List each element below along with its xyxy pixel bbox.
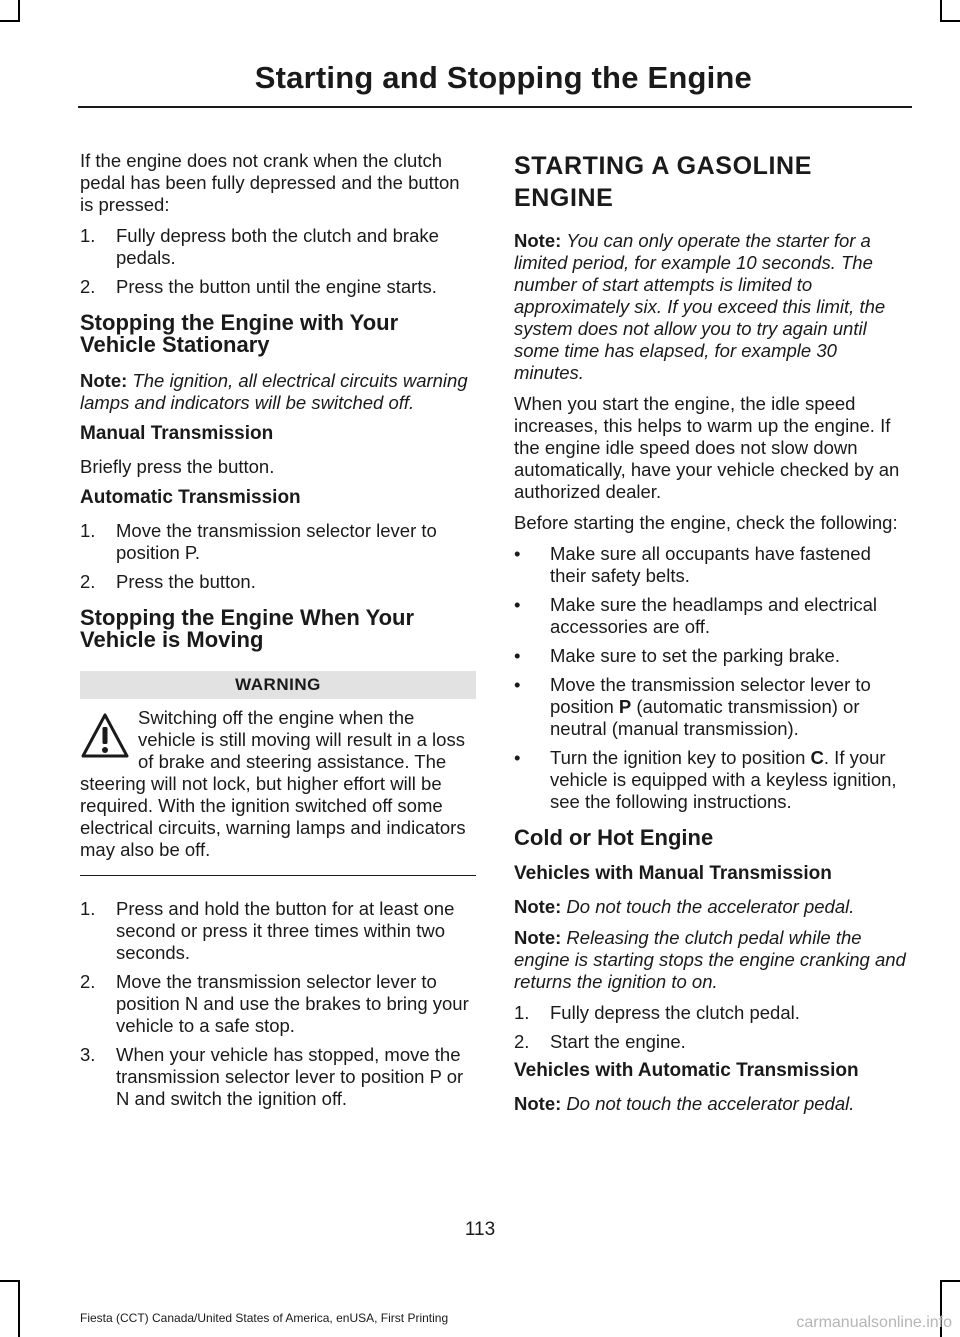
- list-item: [80, 971, 476, 1037]
- subsection-heading: Automatic Transmission: [80, 487, 301, 508]
- step-text: Press the button.: [116, 571, 256, 592]
- crop-mark: [940, 20, 960, 22]
- main-heading-line: ENGINE: [514, 184, 614, 212]
- warning-rule: [80, 875, 476, 876]
- item-text: Turn the ignition key to position: [550, 747, 811, 768]
- list-item: [514, 747, 910, 813]
- crop-mark: [18, 0, 20, 22]
- paragraph: When you start the engine, the idle speed increases, this helps to warm up the engine. If the engine idle speed does not slow down automatically, have your vehicle checked by an authorized dealer.: [514, 393, 900, 502]
- header-rule: [78, 106, 912, 108]
- list-item: [514, 594, 910, 638]
- note-label: Note:: [514, 1093, 562, 1114]
- step-text: Start the engine.: [550, 1031, 686, 1052]
- section-heading: Stopping the Engine When Your Vehicle is Moving: [80, 605, 415, 652]
- note-label: Note:: [514, 927, 562, 948]
- position-label: C: [810, 747, 824, 768]
- bullet: •: [514, 674, 521, 695]
- section-heading: Cold or Hot Engine: [514, 825, 714, 850]
- automatic-steps: [80, 520, 476, 593]
- moving-steps: [80, 898, 476, 1110]
- step-text: Move the transmission selector lever to position P.: [116, 520, 437, 563]
- step-number: 1.: [80, 520, 96, 541]
- note: [514, 230, 910, 384]
- list-item: [80, 520, 476, 564]
- warning-header: WARNING: [80, 671, 476, 699]
- item-text: Move the transmission selector lever to position: [550, 674, 871, 717]
- note: [80, 370, 476, 414]
- list-item: [514, 645, 910, 667]
- step-text: Move the transmission selector lever to position N and use the brakes to bring your vehicle to a safe stop.: [116, 971, 469, 1036]
- step-number: 2.: [80, 571, 96, 592]
- list-item: [514, 1002, 910, 1024]
- step-number: 1.: [80, 225, 96, 246]
- item-text: Make sure to set the parking brake.: [550, 645, 840, 666]
- note-text: Releasing the clutch pedal while the engine is starting stops the engine cranking and returns the ignition to on.: [514, 927, 906, 992]
- note-label: Note:: [80, 370, 128, 391]
- subsection-heading: Vehicles with Automatic Transmission: [514, 1060, 859, 1081]
- step-number: 3.: [80, 1044, 96, 1065]
- item-text: Make sure the headlamps and electrical accessories are off.: [550, 594, 878, 637]
- section-heading: Stopping the Engine with Your Vehicle Stationary: [80, 310, 399, 357]
- list-item: [514, 674, 910, 740]
- step-text: Press the button until the engine starts.: [116, 276, 437, 297]
- list-item: [80, 276, 476, 298]
- note-text: You can only operate the starter for a limited period, for example 10 seconds. The number of start attempts is limited to approximately six. If you exceed this limit, the system does not allow you to try again until some time has elapsed, for example 30 minutes.: [514, 230, 886, 383]
- item-text: . If your vehicle is equipped with a keyless ignition, see the following instructions.: [550, 747, 897, 812]
- step-text: Press and hold the button for at least one second or press it three times within two seconds.: [116, 898, 455, 963]
- note-text: Do not touch the accelerator pedal.: [566, 1093, 855, 1114]
- item-text: Make sure all occupants have fastened their safety belts.: [550, 543, 871, 586]
- intro-paragraph: If the engine does not crank when the clutch pedal has been fully depressed and the button is pressed:: [80, 150, 460, 215]
- note: [514, 927, 910, 993]
- bullet: •: [514, 747, 521, 768]
- step-number: 2.: [80, 971, 96, 992]
- step-text: Fully depress the clutch pedal.: [550, 1002, 800, 1023]
- warning-triangle-icon: [80, 711, 130, 761]
- list-item: [514, 1031, 910, 1053]
- list-item: [80, 225, 476, 269]
- subsection-heading: Vehicles with Manual Transmission: [514, 863, 832, 884]
- step-number: 2.: [80, 276, 96, 297]
- checklist: [514, 543, 910, 813]
- note: [514, 896, 910, 918]
- list-item: [80, 1044, 476, 1110]
- step-text: Fully depress both the clutch and brake pedals.: [116, 225, 439, 268]
- crop-mark: [18, 1280, 20, 1337]
- subsection-heading: Manual Transmission: [80, 423, 274, 444]
- bullet: •: [514, 645, 521, 666]
- note-text: The ignition, all electrical circuits warning lamps and indicators will be switched off.: [80, 370, 468, 413]
- step-number: 1.: [80, 898, 96, 919]
- warning-text: Switching off the engine when the vehicle is still moving will result in a loss of brake and steering assistance. The steering will not lock, but higher effort will be required. With the ignition switched off some electrical circuits, warning lamps and indicators may also be off.: [80, 707, 466, 860]
- bullet: •: [514, 543, 521, 564]
- paragraph: Briefly press the button.: [80, 456, 275, 477]
- page-title: Starting and Stopping the Engine: [254, 60, 752, 95]
- crop-mark: [940, 0, 942, 22]
- right-column: [514, 150, 910, 1124]
- crop-mark: [0, 1280, 20, 1282]
- watermark: carmanualsonline.info: [796, 1314, 952, 1331]
- manual-steps: [514, 1002, 910, 1053]
- step-number: 1.: [514, 1002, 530, 1023]
- note-text: Do not touch the accelerator pedal.: [566, 896, 855, 917]
- crop-mark: [940, 1280, 960, 1282]
- page-number: 113: [464, 1219, 496, 1240]
- note-label: Note:: [514, 230, 562, 251]
- crank-steps: [80, 225, 476, 298]
- crop-mark: [0, 20, 20, 22]
- main-heading: [514, 150, 910, 214]
- step-number: 2.: [514, 1031, 530, 1052]
- position-label: P: [618, 696, 632, 717]
- note-label: Note:: [514, 896, 562, 917]
- footer-text: Fiesta (CCT) Canada/United States of America, enUSA, First Printing: [80, 1311, 449, 1325]
- list-item: [80, 898, 476, 964]
- left-column: [80, 150, 476, 1117]
- bullet: •: [514, 594, 521, 615]
- warning-box: [80, 707, 476, 861]
- main-heading-line: STARTING A GASOLINE: [514, 152, 812, 180]
- list-item: [80, 571, 476, 593]
- list-item: [514, 543, 910, 587]
- paragraph: Before starting the engine, check the following:: [514, 512, 898, 533]
- item-text: (automatic transmission) or neutral (manual transmission).: [550, 696, 860, 739]
- step-text: When your vehicle has stopped, move the transmission selector lever to position P or N and switch the ignition off.: [116, 1044, 464, 1109]
- note: [514, 1093, 910, 1115]
